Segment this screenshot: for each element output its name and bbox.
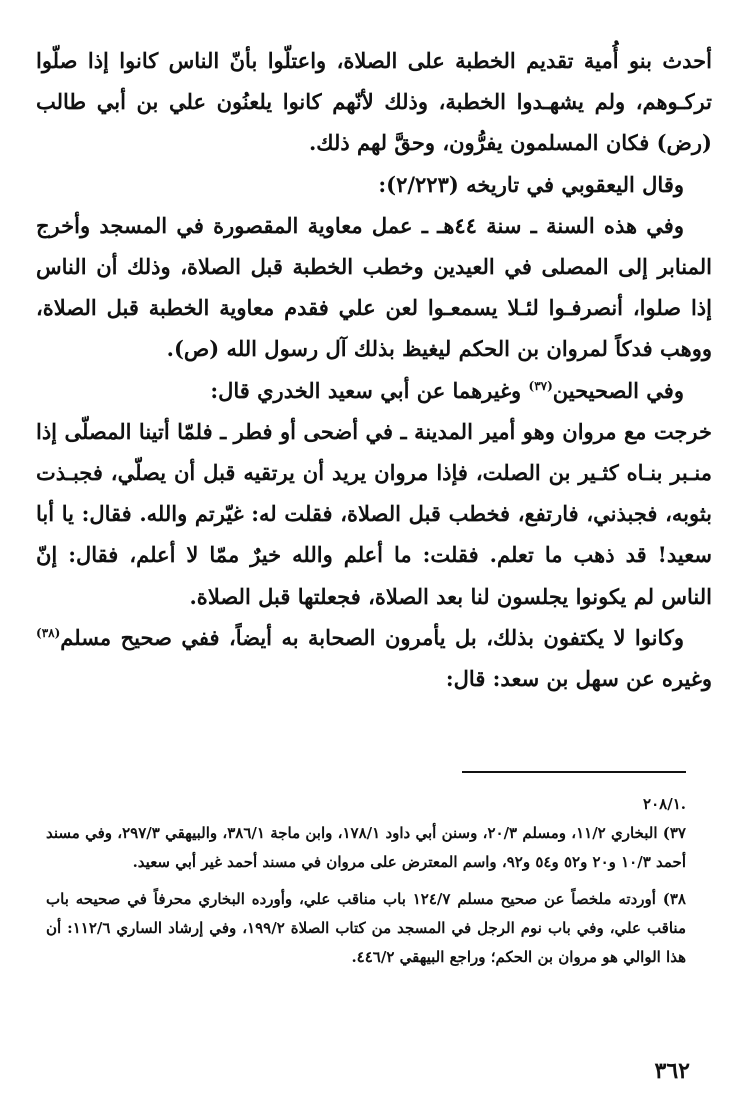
paragraph-muslim-intro bbox=[36, 617, 712, 699]
footnote-continued: .٢٠٨/١ bbox=[643, 795, 686, 813]
footnote-ref-38[interactable]: (٣٨) bbox=[36, 625, 61, 640]
muslim-text-cont: وغيره عن سهل بن سعد: قال: bbox=[445, 666, 712, 692]
footnote-ref-37[interactable]: (٣٧) bbox=[528, 378, 553, 393]
paragraph-umayyad-khutba: أحدث بنو أُمية تقديم الخطبة على الصلاة، واعتلّوا بأنّ الناس كانوا إذا صلّوا تركـوهم، ولم يشهـدوا الخطبة، وذلك لأنّهم كانوا يلعنُون علي بن أبي طالب (رض) فكان المسلمون يفرُّون، وحقَّ لهم ذلك. bbox=[36, 48, 712, 156]
paragraph-yaqubi-intro: وقال اليعقوبي في تاريخه (٢/٢٢٣): bbox=[378, 171, 684, 197]
footnote-divider bbox=[462, 771, 686, 773]
footnote-38: ٣٨) أوردته ملخصاً عن صحيح مسلم ١٢٤/٧ باب مناقب علي، وأورده البخاري محرفاً في صحيحه باب مناقب علي، وفي باب نوم الرجل في المسجد من كتاب الصلاة ١٩٩/٢، وفي إرشاد الساري ١١٢/٦: أن هذا الوالي هو مروان بن الحكم؛ وراجع البيهقي ٤٤٦/٢. bbox=[46, 890, 686, 966]
paragraph-abu-said-quote: خرجت مع مروان وهو أمير المدينة ـ في أضحى أو فطر ـ فلمّا أتينا المصلّى إذا منـبر بنـاه كثـير بن الصلت، فإذا مروان يريد أن يرتقيه قبل أن يصلّي، فجبـذت بثوبه، فجبذني، فارتفع، فخطب قبل الصلاة، فقلت له: غيّرتم والله. فقال: يا أبا سعيد! قد ذهب ما تعلم. فقلت: ما أعلم والله خيرٌ ممّا لا أعلم، فقال: إنّ الناس لم يكونوا يجلسون لنا بعد الصلاة، فجعلتها قبل الصلاة. bbox=[36, 418, 712, 609]
sahihayn-text: وفي الصحيحين bbox=[552, 377, 684, 403]
paragraph-yaqubi-quote: وفي هذه السنة ـ سنة ٤٤هـ ـ عمل معاوية المقصورة في المسجد وأخرج المنابر إلى المصلى في العيدين وخطب الخطبة قبل الصلاة، وذلك أن الناس إذا صلوا، أنصرفـوا لئـلا يسمعـوا لعن علي فقدم معاوية الخطبة قبل الصلاة، ووهب فدكاً لمروان بن الحكم ليغيظ بذلك آل رسول الله (ص). bbox=[36, 212, 712, 362]
muslim-text: وكانوا لا يكتفون بذلك، بل يأمرون الصحابة به أيضاً، ففي صحيح مسلم bbox=[60, 624, 684, 650]
main-text bbox=[36, 40, 712, 699]
page-number: ٣٦٢ bbox=[654, 1058, 690, 1084]
paragraph-sahihayn-intro bbox=[36, 370, 712, 411]
footnotes-section bbox=[46, 790, 686, 972]
sahihayn-text-cont: وغيرهما عن أبي سعيد الخدري قال: bbox=[210, 377, 529, 403]
footnote-37: ٣٧) البخاري ١١/٢، ومسلم ٢٠/٣، وسنن أبي داود ١٧٨/١، وابن ماجة ٣٨٦/١، والبيهقي ٢٩٧/٣، وفي مسند أحمد ١٠/٣ و٢٠ و٥٢ و٥٤ و٩٢، واسم المعترض على مروان في مسند أحمد غير أبي سعيد. bbox=[46, 824, 686, 871]
